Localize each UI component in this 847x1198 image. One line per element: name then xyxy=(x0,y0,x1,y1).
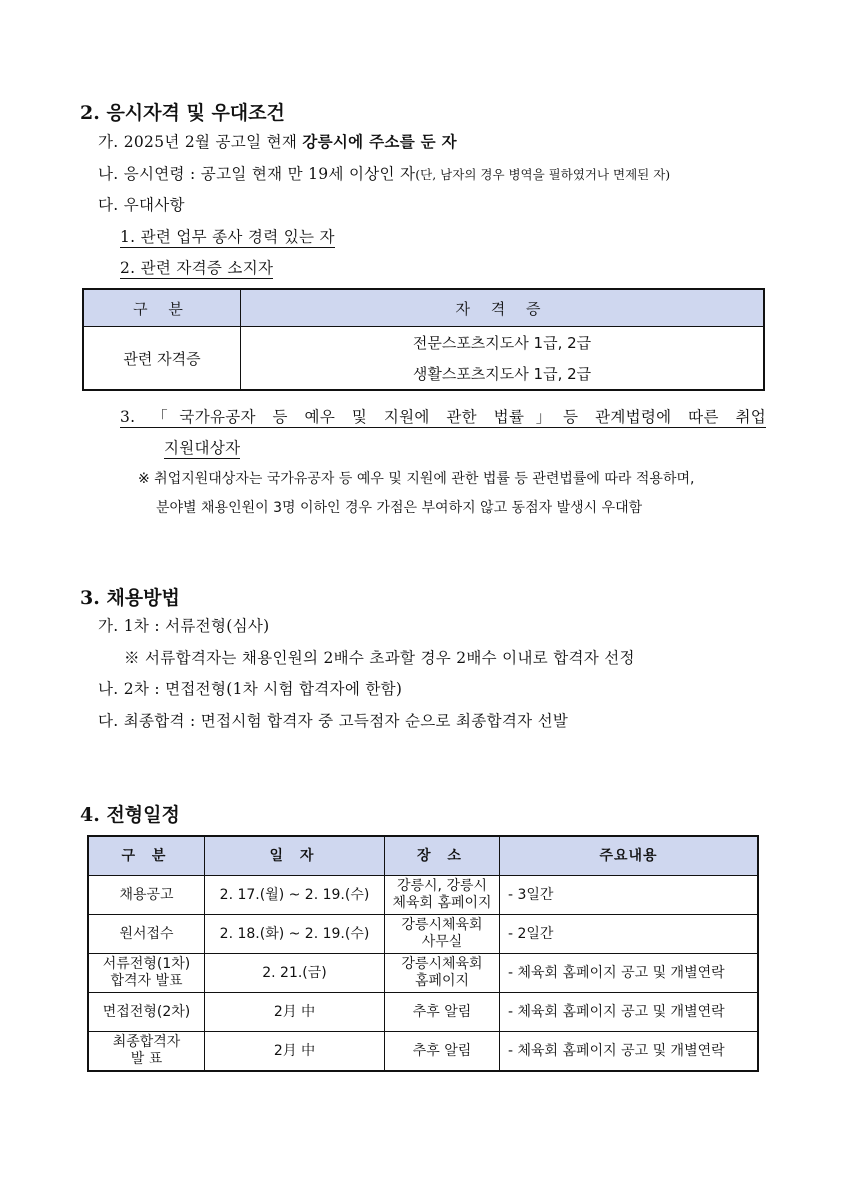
preference-note-line1: ※ 취업지원대상자는 국가유공자 등 예우 및 지원에 관한 법률 등 관련법률에 따라 적용하며, xyxy=(138,471,695,487)
schedule-cell-content: - 체육회 홈페이지 공고 및 개별연락 xyxy=(500,993,759,1032)
cert-header-category: 구 분 xyxy=(83,289,241,327)
schedule-cell-place: 추후 알림 xyxy=(385,993,500,1032)
schedule-header-content: 주요내용 xyxy=(500,836,759,876)
schedule-header-place: 장 소 xyxy=(385,836,500,876)
schedule-cell-category: 최종합격자 발 표 xyxy=(88,1032,205,1072)
cert-item-2: 생활스포츠지도사 1급, 2급 xyxy=(241,358,765,390)
preference-item-3 xyxy=(120,405,766,427)
table-row xyxy=(88,993,758,1032)
preference-item-3-cont xyxy=(164,436,240,458)
section3-item-ga: 가. 1차 : 서류전형(심사) xyxy=(98,617,270,635)
section3-title: 3. 채용방법 xyxy=(80,587,180,609)
schedule-cell-content: - 체육회 홈페이지 공고 및 개별연락 xyxy=(500,954,759,993)
schedule-cell-category: 면접전형(2차) xyxy=(88,993,205,1032)
schedule-cell-date: 2. 18.(화) ~ 2. 19.(수) xyxy=(205,915,385,954)
cert-row-label: 관련 자격증 xyxy=(83,327,241,391)
schedule-header-category: 구 분 xyxy=(88,836,205,876)
schedule-cell-category: 채용공고 xyxy=(88,876,205,915)
schedule-cell-place: 강릉시체육회 홈페이지 xyxy=(385,954,500,993)
preference-item-3-text: 3. 「국가유공자 등 예우 및 지원에 관한 법률」등 관계법령에 따른 취업 xyxy=(120,408,766,426)
schedule-cell-place: 강릉시, 강릉시 체육회 홈페이지 xyxy=(385,876,500,915)
table-row xyxy=(88,1032,758,1072)
section4-title: 4. 전형일정 xyxy=(80,804,180,826)
schedule-header-row xyxy=(88,836,758,876)
schedule-cell-content: - 3일간 xyxy=(500,876,759,915)
schedule-cell-place: 강릉시체육회 사무실 xyxy=(385,915,500,954)
section2-title: 2. 응시자격 및 우대조건 xyxy=(80,102,285,124)
section2-ga-bold: 강릉시에 주소를 둔 자 xyxy=(302,133,457,151)
preference-item-1-text: 1. 관련 업무 종사 경력 있는 자 xyxy=(120,228,335,246)
schedule-cell-content: - 체육회 홈페이지 공고 및 개별연락 xyxy=(500,1032,759,1072)
table-row xyxy=(88,876,758,915)
section3-item-da: 다. 최종합격 : 면접시험 합격자 중 고득점자 순으로 최종합격자 선발 xyxy=(98,712,569,730)
table-row xyxy=(88,915,758,954)
preference-note-line2: 분야별 채용인원이 3명 이하인 경우 가점은 부여하지 않고 동점자 발생시 우대함 xyxy=(156,500,643,516)
preference-item-2-text: 2. 관련 자격증 소지자 xyxy=(120,259,274,277)
certificate-table xyxy=(82,288,765,391)
schedule-header-date: 일 자 xyxy=(205,836,385,876)
section2-item-na xyxy=(98,162,670,184)
schedule-cell-content: - 2일간 xyxy=(500,915,759,954)
cert-item-1: 전문스포츠지도사 1급, 2급 xyxy=(241,327,765,359)
section2-ga-prefix: 가. 2025년 2월 공고일 현재 xyxy=(98,133,303,151)
cert-header-cert: 자 격 증 xyxy=(241,289,765,327)
schedule-cell-category: 서류전형(1차) 합격자 발표 xyxy=(88,954,205,993)
certificate-table-header xyxy=(83,289,764,327)
schedule-table xyxy=(87,835,759,1072)
section2-item-da: 다. 우대사항 xyxy=(98,196,185,214)
schedule-cell-place: 추후 알림 xyxy=(385,1032,500,1072)
schedule-cell-date: 2月 中 xyxy=(205,993,385,1032)
schedule-cell-date: 2. 17.(월) ~ 2. 19.(수) xyxy=(205,876,385,915)
preference-item-2 xyxy=(120,256,273,278)
preference-item-1 xyxy=(120,225,335,247)
preference-item-3-line2: 지원대상자 xyxy=(164,439,241,457)
section2-na-main: 나. 응시연령 : 공고일 현재 만 19세 이상인 자 xyxy=(98,165,416,183)
table-row xyxy=(83,327,764,359)
section2-item-ga xyxy=(98,130,457,152)
section2-na-note: (단, 남자의 경우 병역을 필하였거나 면제된 자) xyxy=(415,167,671,182)
schedule-cell-date: 2. 21.(금) xyxy=(205,954,385,993)
schedule-cell-category: 원서접수 xyxy=(88,915,205,954)
section3-note: ※ 서류합격자는 채용인원의 2배수 초과할 경우 2배수 이내로 합격자 선정 xyxy=(124,649,635,667)
section3-item-na: 나. 2차 : 면접전형(1차 시험 합격자에 한함) xyxy=(98,680,403,698)
table-row xyxy=(88,954,758,993)
schedule-cell-date: 2月 中 xyxy=(205,1032,385,1072)
